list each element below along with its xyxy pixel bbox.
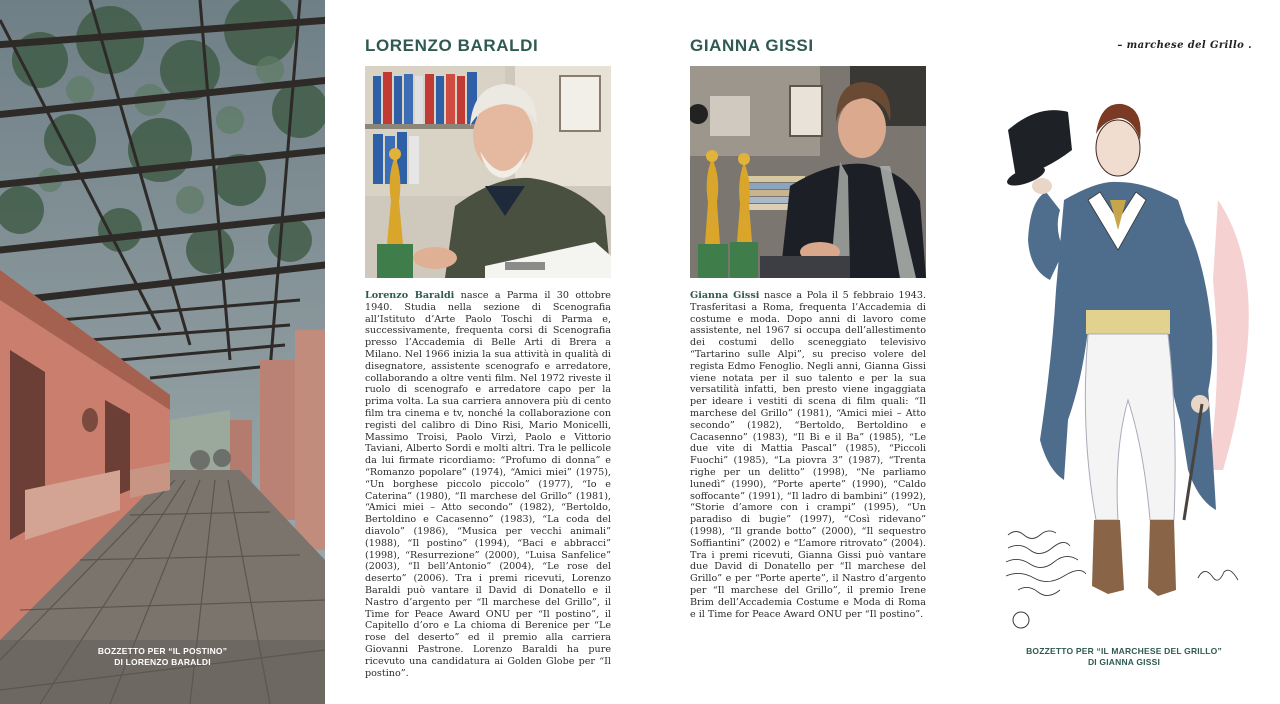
pergola-sketch-illustration [0,0,325,704]
gissi-bio-text: nasce a Pola il 5 febbraio 1943. Trasferitasi a Roma, frequenta l’Accademia di costume e moda. Dopo anni di lavoro come assistente, nel 1967 si occupa dell’allestimento dei costumi dello sceneggiato televisivo “Tartarino sulle Alpi”, su preciso volere del regista Edmo Fenoglio. Negli anni, Gianna Gissi viene notata per il suo talento e per la sua versatilità infatti, ben presto viene ingaggiata per ideare i vestiti di scena di film quali: “Il marchese del Grillo” (1981), “Amici miei – Atto secondo” (1982), “Bertoldo, Bertoldino e Cacasenno” (1983), “Il Bi e il Ba” (1985), “Le due vite di Mattia Pascal” (1985), “Piccoli Fuochi” (1985), “La piovra 3” (1987), “Trenta righe per un delitto” (1998), “Ne parliamo lunedì” (1990), “Porte aperte” (1990), “Caldo soffocante” (1991), “Il ladro di bambini” (1992), “Storie d’amore con i crampi” (1995), “Un paradiso di bugie” (1997), “Così ridevano” (1998), “Il grande botto” (2000), “Il sequestro Soffiantini” (2002) e “L’amore ritrovato” (2004). Tra i premi ricevuti, Gianna Gissi può vantare due David di Donatello per “Il marchese del Grillo” e per “Porte aperte”, il Nastro d’argento per “Il marchese del Grillo”, il premio Irene Brim dell’Accademia Costume e Moda di Roma e il Time for Peace Award ONU per “Il postino”. [690,290,926,620]
postino-sketch [0,0,325,704]
baraldi-photo [365,66,611,278]
gissi-name-heading: GIANNA GISSI [690,36,814,55]
caption-left-line2: DI LORENZO BARALDI [114,657,211,667]
gissi-portrait-image [690,66,926,278]
marchese-sketch-caption [968,646,1280,668]
marchese-sketch [968,0,1280,704]
gissi-bio [690,290,926,620]
costume-sketch-illustration [968,0,1280,704]
baraldi-portrait-image [365,66,611,278]
postino-sketch-caption [0,646,325,668]
gissi-column [690,36,926,620]
baraldi-bio [365,290,611,679]
baraldi-name-heading: LORENZO BARALDI [365,36,539,55]
baraldi-bio-lead-name: Lorenzo Baraldi [365,290,455,301]
baraldi-bio-text: nasce a Parma il 30 ottobre 1940. Studia nella sezione di Scenografia all’Istituto d’Arte Paolo Toschi di Parma e, successivamente, frequenta corsi di Scenografia presso l’Accademia di Belle Arti di Brera a Milano. Nel 1966 inizia la sua attività in qualità di disegnatore, assistente scenografo e arredatore, collaborando a oltre venti film. Nel 1972 riveste il ruolo di scenografo e arredatore capo per la prima volta. La sua carriera annovera più di cento film tra cinema e tv, nonché la collaborazione con registi del calibro di Dino Risi, Mario Monicelli, Massimo Troisi, Paolo Virzì, Paolo e Vittorio Taviani, Alberto Sordi e molti altri. Tra le pellicole da lui firmate ricordiamo: “Profumo di donna” e “Romanzo popolare” (1974), “Amici miei” (1975), “Un borghese piccolo piccolo” (1977), “Io e Caterina” (1980), “Il marchese del Grillo” (1981), “Amici miei – Atto secondo” (1982), “Bertoldo, Bertoldino e Cacasenno” (1983), “La coda del diavolo” (1986), “Musica per vecchi animali” (1988), “Il postino” (1994), “Baci e abbracci” (1998), “Resurrezione” (2000), “Luisa Sanfelice” (2003), “Il bell’Antonio” (2004), “Le rose del deserto” (2006). Tra i premi ricevuti, Lorenzo Baraldi può vantare il David di Donatello e il Nastro d’argento per “Il marchese del Grillo”, il Time for Peace Award ONU per “Il postino”, il Capitello d’oro e La chioma di Berenice per “Le rose del deserto” ed il premio alla carriera Giovanni Pastrone. Lorenzo Baraldi ha pure ricevuto una candidatura ai Golden Globe per “Il postino”. [365,290,611,679]
gissi-photo [690,66,926,278]
gissi-bio-lead-name: Gianna Gissi [690,290,760,301]
caption-left-line1: BOZZETTO PER “IL POSTINO” [97,646,228,656]
caption-right-line2: DI GIANNA GISSI [1087,657,1161,667]
handwritten-sketch-title: – marchese del Grillo . [1117,40,1252,51]
baraldi-column [365,36,611,679]
caption-right-line1: BOZZETTO PER “IL MARCHESE DEL GRILLO” [1026,646,1222,656]
